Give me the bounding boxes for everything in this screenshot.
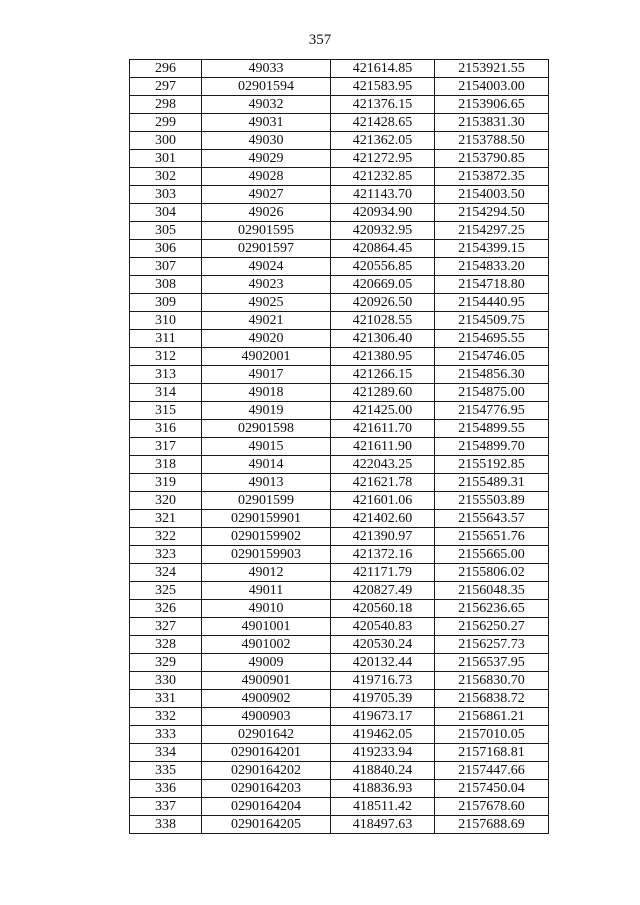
x-coordinate-cell: 421402.60 (331, 510, 435, 528)
x-coordinate-cell: 420560.18 (331, 600, 435, 618)
row-number-cell: 330 (130, 672, 202, 690)
x-coordinate-cell: 418840.24 (331, 762, 435, 780)
table-row (130, 618, 549, 636)
x-coordinate-cell: 421232.85 (331, 168, 435, 186)
y-coordinate-cell: 2154875.00 (435, 384, 549, 402)
row-number-cell: 310 (130, 312, 202, 330)
table-row (130, 582, 549, 600)
row-number-cell: 297 (130, 78, 202, 96)
y-coordinate-cell: 2157678.60 (435, 798, 549, 816)
row-number-cell: 307 (130, 258, 202, 276)
table-row (130, 672, 549, 690)
row-number-cell: 309 (130, 294, 202, 312)
x-coordinate-cell: 421621.78 (331, 474, 435, 492)
x-coordinate-cell: 421143.70 (331, 186, 435, 204)
point-id-cell: 49032 (202, 96, 331, 114)
row-number-cell: 319 (130, 474, 202, 492)
table-row (130, 78, 549, 96)
x-coordinate-cell: 420132.44 (331, 654, 435, 672)
row-number-cell: 323 (130, 546, 202, 564)
row-number-cell: 305 (130, 222, 202, 240)
table-row (130, 636, 549, 654)
y-coordinate-cell: 2156236.65 (435, 600, 549, 618)
table-row (130, 744, 549, 762)
x-coordinate-cell: 420864.45 (331, 240, 435, 258)
point-id-cell: 0290164202 (202, 762, 331, 780)
table-row (130, 546, 549, 564)
point-id-cell: 49015 (202, 438, 331, 456)
x-coordinate-cell: 421376.15 (331, 96, 435, 114)
point-id-cell: 02901598 (202, 420, 331, 438)
table-row (130, 474, 549, 492)
x-coordinate-cell: 421272.95 (331, 150, 435, 168)
table-row (130, 564, 549, 582)
row-number-cell: 333 (130, 726, 202, 744)
y-coordinate-cell: 2154003.00 (435, 78, 549, 96)
point-id-cell: 49023 (202, 276, 331, 294)
y-coordinate-cell: 2153906.65 (435, 96, 549, 114)
row-number-cell: 329 (130, 654, 202, 672)
point-id-cell: 49017 (202, 366, 331, 384)
row-number-cell: 338 (130, 816, 202, 834)
x-coordinate-cell: 421611.90 (331, 438, 435, 456)
y-coordinate-cell: 2154297.25 (435, 222, 549, 240)
row-number-cell: 331 (130, 690, 202, 708)
point-id-cell: 4902001 (202, 348, 331, 366)
point-id-cell: 49018 (202, 384, 331, 402)
x-coordinate-cell: 421028.55 (331, 312, 435, 330)
y-coordinate-cell: 2154776.95 (435, 402, 549, 420)
table-row (130, 780, 549, 798)
y-coordinate-cell: 2154003.50 (435, 186, 549, 204)
point-id-cell: 0290164203 (202, 780, 331, 798)
point-id-cell: 49020 (202, 330, 331, 348)
x-coordinate-cell: 419462.05 (331, 726, 435, 744)
point-id-cell: 49028 (202, 168, 331, 186)
point-id-cell: 49012 (202, 564, 331, 582)
table-row (130, 312, 549, 330)
y-coordinate-cell: 2156048.35 (435, 582, 549, 600)
y-coordinate-cell: 2153790.85 (435, 150, 549, 168)
row-number-cell: 325 (130, 582, 202, 600)
x-coordinate-cell: 420669.05 (331, 276, 435, 294)
row-number-cell: 336 (130, 780, 202, 798)
y-coordinate-cell: 2153921.55 (435, 60, 549, 78)
y-coordinate-cell: 2154509.75 (435, 312, 549, 330)
point-id-cell: 49029 (202, 150, 331, 168)
table-row (130, 258, 549, 276)
table-row (130, 726, 549, 744)
x-coordinate-cell: 420926.50 (331, 294, 435, 312)
x-coordinate-cell: 421425.00 (331, 402, 435, 420)
x-coordinate-cell: 421171.79 (331, 564, 435, 582)
y-coordinate-cell: 2157168.81 (435, 744, 549, 762)
y-coordinate-cell: 2154899.55 (435, 420, 549, 438)
point-id-cell: 0290159902 (202, 528, 331, 546)
y-coordinate-cell: 2156861.21 (435, 708, 549, 726)
table-row (130, 204, 549, 222)
x-coordinate-cell: 420932.95 (331, 222, 435, 240)
point-id-cell: 49009 (202, 654, 331, 672)
y-coordinate-cell: 2155192.85 (435, 456, 549, 474)
coordinates-table (129, 59, 549, 834)
table-row (130, 186, 549, 204)
point-id-cell: 49019 (202, 402, 331, 420)
point-id-cell: 49033 (202, 60, 331, 78)
row-number-cell: 328 (130, 636, 202, 654)
table-row (130, 816, 549, 834)
point-id-cell: 0290159901 (202, 510, 331, 528)
point-id-cell: 49026 (202, 204, 331, 222)
point-id-cell: 49010 (202, 600, 331, 618)
table-row (130, 438, 549, 456)
table-row (130, 240, 549, 258)
table-row (130, 528, 549, 546)
point-id-cell: 49030 (202, 132, 331, 150)
row-number-cell: 313 (130, 366, 202, 384)
row-number-cell: 335 (130, 762, 202, 780)
table-row (130, 294, 549, 312)
y-coordinate-cell: 2156537.95 (435, 654, 549, 672)
row-number-cell: 318 (130, 456, 202, 474)
row-number-cell: 308 (130, 276, 202, 294)
y-coordinate-cell: 2155806.02 (435, 564, 549, 582)
point-id-cell: 0290164205 (202, 816, 331, 834)
y-coordinate-cell: 2154399.15 (435, 240, 549, 258)
x-coordinate-cell: 421380.95 (331, 348, 435, 366)
point-id-cell: 49025 (202, 294, 331, 312)
row-number-cell: 312 (130, 348, 202, 366)
x-coordinate-cell: 421601.06 (331, 492, 435, 510)
table-row (130, 600, 549, 618)
row-number-cell: 298 (130, 96, 202, 114)
table-row (130, 492, 549, 510)
coordinates-table-body (130, 60, 549, 834)
point-id-cell: 02901599 (202, 492, 331, 510)
x-coordinate-cell: 421428.65 (331, 114, 435, 132)
x-coordinate-cell: 422043.25 (331, 456, 435, 474)
x-coordinate-cell: 420556.85 (331, 258, 435, 276)
point-id-cell: 02901595 (202, 222, 331, 240)
x-coordinate-cell: 418497.63 (331, 816, 435, 834)
y-coordinate-cell: 2154746.05 (435, 348, 549, 366)
table-row (130, 150, 549, 168)
x-coordinate-cell: 418511.42 (331, 798, 435, 816)
table-row (130, 402, 549, 420)
row-number-cell: 326 (130, 600, 202, 618)
table-row (130, 168, 549, 186)
table-row (130, 690, 549, 708)
y-coordinate-cell: 2153788.50 (435, 132, 549, 150)
table-row (130, 510, 549, 528)
point-id-cell: 4900901 (202, 672, 331, 690)
point-id-cell: 4901002 (202, 636, 331, 654)
point-id-cell: 02901594 (202, 78, 331, 96)
table-row (130, 384, 549, 402)
row-number-cell: 301 (130, 150, 202, 168)
row-number-cell: 299 (130, 114, 202, 132)
table-row (130, 114, 549, 132)
point-id-cell: 49014 (202, 456, 331, 474)
point-id-cell: 02901642 (202, 726, 331, 744)
row-number-cell: 311 (130, 330, 202, 348)
x-coordinate-cell: 419673.17 (331, 708, 435, 726)
row-number-cell: 306 (130, 240, 202, 258)
point-id-cell: 0290164201 (202, 744, 331, 762)
y-coordinate-cell: 2154899.70 (435, 438, 549, 456)
y-coordinate-cell: 2157450.04 (435, 780, 549, 798)
page-number: 357 (308, 32, 332, 48)
x-coordinate-cell: 419233.94 (331, 744, 435, 762)
x-coordinate-cell: 420530.24 (331, 636, 435, 654)
point-id-cell: 0290159903 (202, 546, 331, 564)
y-coordinate-cell: 2155503.89 (435, 492, 549, 510)
row-number-cell: 321 (130, 510, 202, 528)
x-coordinate-cell: 421372.16 (331, 546, 435, 564)
point-id-cell: 49013 (202, 474, 331, 492)
y-coordinate-cell: 2156257.73 (435, 636, 549, 654)
table-row (130, 222, 549, 240)
table-row (130, 96, 549, 114)
row-number-cell: 332 (130, 708, 202, 726)
x-coordinate-cell: 421390.97 (331, 528, 435, 546)
y-coordinate-cell: 2155489.31 (435, 474, 549, 492)
table-row (130, 762, 549, 780)
x-coordinate-cell: 421289.60 (331, 384, 435, 402)
y-coordinate-cell: 2154440.95 (435, 294, 549, 312)
point-id-cell: 02901597 (202, 240, 331, 258)
row-number-cell: 314 (130, 384, 202, 402)
row-number-cell: 300 (130, 132, 202, 150)
y-coordinate-cell: 2157010.05 (435, 726, 549, 744)
y-coordinate-cell: 2155643.57 (435, 510, 549, 528)
table-row (130, 708, 549, 726)
table-row (130, 276, 549, 294)
table-row (130, 366, 549, 384)
x-coordinate-cell: 418836.93 (331, 780, 435, 798)
point-id-cell: 0290164204 (202, 798, 331, 816)
table-row (130, 420, 549, 438)
y-coordinate-cell: 2156250.27 (435, 618, 549, 636)
x-coordinate-cell: 420540.83 (331, 618, 435, 636)
x-coordinate-cell: 421583.95 (331, 78, 435, 96)
point-id-cell: 49021 (202, 312, 331, 330)
table-row (130, 60, 549, 78)
row-number-cell: 327 (130, 618, 202, 636)
x-coordinate-cell: 421306.40 (331, 330, 435, 348)
x-coordinate-cell: 421362.05 (331, 132, 435, 150)
x-coordinate-cell: 421611.70 (331, 420, 435, 438)
row-number-cell: 315 (130, 402, 202, 420)
table-row (130, 798, 549, 816)
y-coordinate-cell: 2153831.30 (435, 114, 549, 132)
y-coordinate-cell: 2153872.35 (435, 168, 549, 186)
x-coordinate-cell: 421614.85 (331, 60, 435, 78)
table-row (130, 330, 549, 348)
y-coordinate-cell: 2155665.00 (435, 546, 549, 564)
row-number-cell: 320 (130, 492, 202, 510)
point-id-cell: 4900903 (202, 708, 331, 726)
point-id-cell: 4900902 (202, 690, 331, 708)
y-coordinate-cell: 2157688.69 (435, 816, 549, 834)
row-number-cell: 334 (130, 744, 202, 762)
x-coordinate-cell: 419716.73 (331, 672, 435, 690)
y-coordinate-cell: 2156830.70 (435, 672, 549, 690)
row-number-cell: 317 (130, 438, 202, 456)
y-coordinate-cell: 2157447.66 (435, 762, 549, 780)
point-id-cell: 49011 (202, 582, 331, 600)
table-row (130, 654, 549, 672)
y-coordinate-cell: 2155651.76 (435, 528, 549, 546)
row-number-cell: 324 (130, 564, 202, 582)
row-number-cell: 296 (130, 60, 202, 78)
y-coordinate-cell: 2154856.30 (435, 366, 549, 384)
row-number-cell: 304 (130, 204, 202, 222)
table-row (130, 348, 549, 366)
point-id-cell: 49024 (202, 258, 331, 276)
point-id-cell: 49027 (202, 186, 331, 204)
row-number-cell: 337 (130, 798, 202, 816)
row-number-cell: 303 (130, 186, 202, 204)
point-id-cell: 4901001 (202, 618, 331, 636)
row-number-cell: 302 (130, 168, 202, 186)
y-coordinate-cell: 2156838.72 (435, 690, 549, 708)
table-row (130, 132, 549, 150)
row-number-cell: 322 (130, 528, 202, 546)
point-id-cell: 49031 (202, 114, 331, 132)
y-coordinate-cell: 2154695.55 (435, 330, 549, 348)
x-coordinate-cell: 420934.90 (331, 204, 435, 222)
y-coordinate-cell: 2154833.20 (435, 258, 549, 276)
y-coordinate-cell: 2154294.50 (435, 204, 549, 222)
x-coordinate-cell: 420827.49 (331, 582, 435, 600)
x-coordinate-cell: 419705.39 (331, 690, 435, 708)
row-number-cell: 316 (130, 420, 202, 438)
x-coordinate-cell: 421266.15 (331, 366, 435, 384)
y-coordinate-cell: 2154718.80 (435, 276, 549, 294)
table-row (130, 456, 549, 474)
